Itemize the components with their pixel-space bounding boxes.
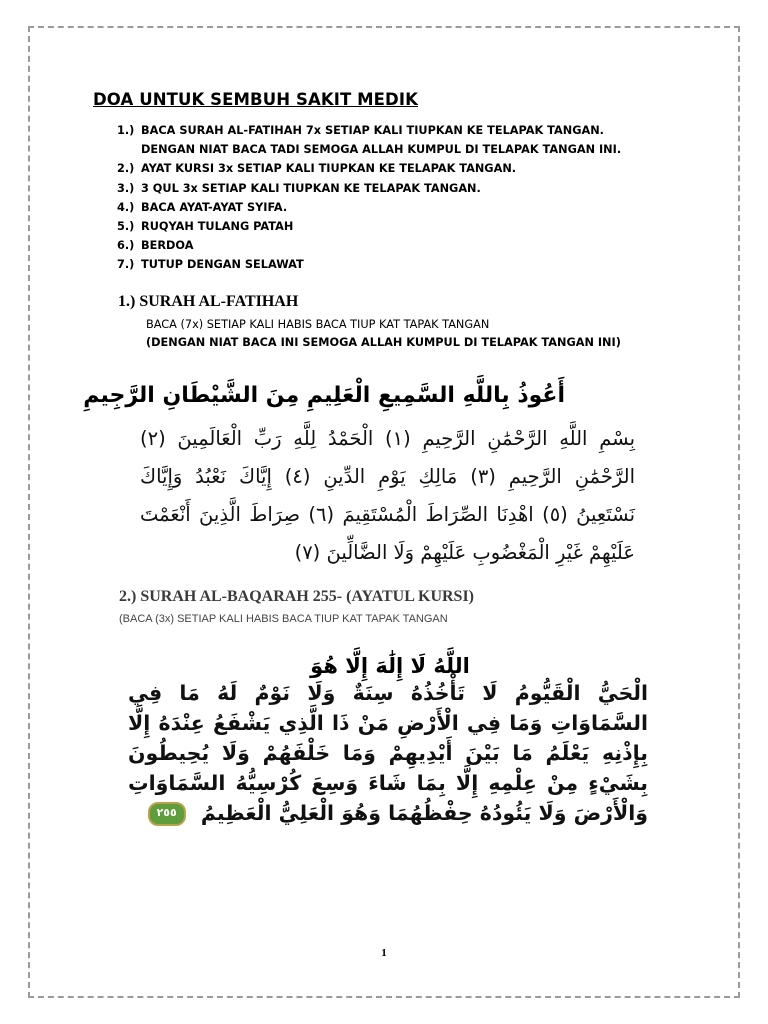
page-number: 1 [381, 947, 387, 959]
step-text: BACA SURAH AL-FATIHAH 7x SETIAP KALI TIUPKAN KE TELAPAK TANGAN. [141, 124, 604, 137]
steps-list [117, 121, 621, 275]
arabic-kursi-closing: وَهُوَ الْعَلِيُّ الْعَظِيمُ [200, 801, 382, 825]
step-number: 1.) [117, 124, 135, 137]
step-number: 2.) [117, 162, 135, 176]
step-number: 4.) [117, 200, 135, 214]
step-text: RUQYAH TULANG PATAH [141, 219, 294, 233]
step-number: 7.) [117, 258, 135, 272]
step-number: 3.) [117, 181, 135, 195]
section-intention-note: (DENGAN NIAT BACA INI SEMOGA ALLAH KUMPUL DI TELAPAK TANGAN INI) [146, 336, 621, 349]
step-number: 5.) [117, 219, 135, 233]
ayah-number: ٢٥٥ [156, 806, 177, 819]
step-item [117, 159, 621, 178]
step-item [117, 179, 621, 198]
document-title: DOA UNTUK SEMBUH SAKIT MEDIK [93, 90, 418, 109]
section-instruction: (BACA (3x) SETIAP KALI HABIS BACA TIUP KAT TAPAK TANGAN [119, 613, 448, 625]
arabic-isti-adhah: أَعُوذُ بِاللَّهِ السَّمِيعِ الْعَلِيمِ مِنَ الشَّيْطَانِ الرَّجِيمِ [83, 383, 565, 408]
section-instruction: BACA (7x) SETIAP KALI HABIS BACA TIUP KAT TAPAK TANGAN [146, 318, 490, 331]
section-heading-fatihah: 1.) SURAH AL-FATIHAH [118, 293, 299, 310]
arabic-kursi-body: الْحَيُّ الْقَيُّومُ لَا تَأْخُذُهُ سِنَةٌ وَلَا نَوْمٌ لَهُ مَا فِي السَّمَاوَاتِ وَمَا فِي الْأَرْضِ مَنْ ذَا الَّذِي يَشْفَعُ عِنْدَهُ إِلَّا بِإِذْنِهِ يَعْلَمُ مَا بَيْنَ أَيْدِيهِمْ وَمَا خَلْفَهُمْ وَلَا يُحِيطُونَ بِشَيْءٍ مِنْ عِلْمِهِ إِلَّا بِمَا شَاءَ وَسِعَ كُرْسِيُّهُ السَّمَاوَاتِ وَالْأَرْضَ وَلَا يَئُودُهُ حِفْظُهُمَا [128, 681, 648, 825]
step-text: BERDOA [141, 239, 194, 253]
step-item [117, 236, 621, 255]
arabic-fatihah-text: بِسْمِ اللَّهِ الرَّحْمَٰنِ الرَّحِيمِ (١) الْحَمْدُ لِلَّهِ رَبِّ الْعَالَمِينَ (٢) الرَّحْمَٰنِ الرَّحِيمِ (٣) مَالِكِ يَوْمِ الدِّينِ (٤) إِيَّاكَ نَعْبُدُ وَإِيَّاكَ نَسْتَعِينُ (٥) اهْدِنَا الصِّرَاطَ الْمُسْتَقِيمَ (٦) صِرَاطَ الَّذِينَ أَنْعَمْتَ عَلَيْهِمْ غَيْرِ الْمَغْضُوبِ عَلَيْهِمْ وَلَا الضَّالِّينَ (٧) [140, 427, 635, 564]
step-item [117, 217, 621, 236]
step-text: TUTUP DENGAN SELAWAT [141, 258, 304, 272]
step-text: BACA AYAT-AYAT SYIFA. [141, 200, 288, 214]
step-text: AYAT KURSI 3x SETIAP KALI TIUPKAN KE TELAPAK TANGAN. [141, 162, 517, 176]
step-text: 3 QUL 3x SETIAP KALI TIUPKAN KE TELAPAK TANGAN. [141, 181, 481, 195]
step-item [117, 255, 621, 274]
section-heading-kursi: 2.) SURAH AL-BAQARAH 255- (AYATUL KURSI) [119, 588, 475, 605]
step-item [117, 121, 621, 140]
step-text: DENGAN NIAT BACA TADI SEMOGA ALLAH KUMPUL DI TELAPAK TANGAN INI. [141, 143, 622, 157]
step-item [117, 198, 621, 217]
arabic-kursi-opening: اللَّهُ لَا إِلَٰهَ إِلَّا هُوَ [310, 654, 470, 678]
step-item [117, 140, 621, 159]
step-number: 6.) [117, 239, 135, 253]
ayah-number-badge [148, 802, 186, 826]
arabic-kursi-text [128, 678, 648, 828]
